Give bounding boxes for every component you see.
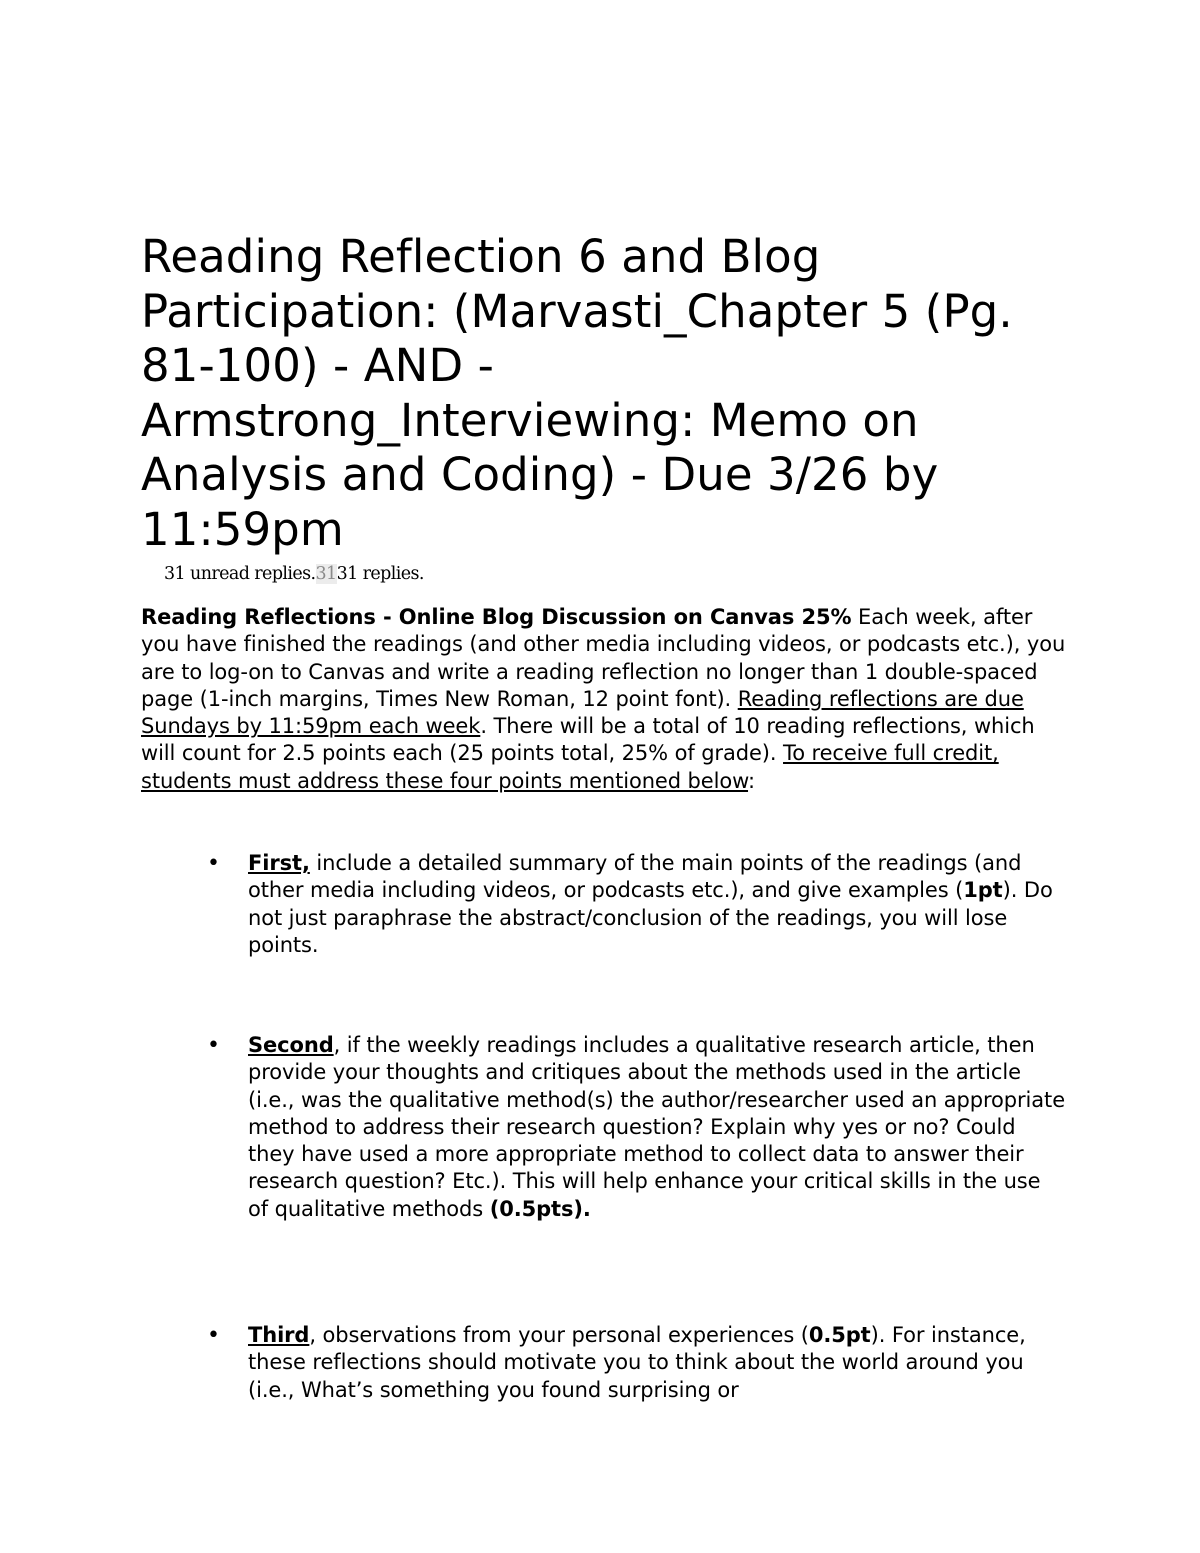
list-item-lead: Second: [248, 1033, 334, 1057]
due-date-note: Reading reflections are due Sundays by 11:59pm each week: [141, 686, 1024, 739]
list-item-text: ). For instance, these reflections should motivate you to think about the world around you (i.e., What’s something you found surprising or: [248, 1323, 1026, 1402]
intro-heading: Reading Reflections - Online Blog Discussion on Canvas 25%: [141, 605, 852, 629]
unread-replies-text: 31 unread replies.: [164, 564, 316, 584]
list-item-lead: First,: [248, 851, 310, 875]
unread-count-badge: 31: [315, 564, 337, 584]
list-item-points: 1pt: [963, 878, 1003, 903]
list-item-text: , if the weekly readings includes a qualitative research article, then provide your thoughts and critiques about the methods used in the article (i.e., was the qualitative method(s) the author/researcher used an appropriate method to address their research question? Explain why yes or no? Could they have used a more appropriate method to collect data to answer their research question? Etc.). This will help enhance your critical skills in the use of qualitative methods: [248, 1033, 1066, 1221]
bullet-marker: •: [207, 1323, 220, 1348]
list-item-first: [248, 850, 1066, 959]
bullet-marker: •: [207, 851, 220, 876]
replies-summary: [164, 562, 424, 586]
intro-paragraph: [141, 604, 1066, 795]
intro-text-1: Each week, after you have finished the readings (and other media including videos, or podcasts etc.), you are to log-on to Canvas and write a reading reflection no longer than 1 double-spaced page (1-inch margins, Times New Roman, 12 point font).: [141, 605, 1066, 711]
intro-text-3: :: [748, 768, 756, 793]
total-replies-text: 31 replies.: [336, 564, 424, 584]
document-title: Reading Reflection 6 and Blog Participation: (Marvasti_Chapter 5 (Pg. 81-100) - AND - Armstrong_Interviewing: Memo on Analysis and Coding) - Due 3/26 by 11:59pm: [141, 230, 1013, 556]
full-credit-note: To receive full credit, students must address these four points mentioned below: [141, 741, 999, 793]
list-item-second: [248, 1032, 1066, 1223]
list-item-text: , observations from your personal experiences (: [309, 1323, 809, 1347]
list-item-lead: Third: [248, 1323, 310, 1347]
list-item-text: ). Do not just paraphrase the abstract/conclusion of the readings, you will lose points.: [248, 878, 1053, 957]
bullet-marker: •: [207, 1033, 220, 1058]
list-item-text: include a detailed summary of the main points of the readings (and other media including videos, or podcasts etc.), and give examples (: [248, 851, 1022, 903]
list-item-third: [248, 1322, 1066, 1404]
list-item-points: 0.5pt: [808, 1323, 871, 1347]
list-item-points: (0.5pts).: [489, 1196, 591, 1221]
intro-text-2: . There will be a total of 10 reading reflections, which will count for 2.5 points each (25 points total, 25% of grade).: [141, 714, 1035, 766]
